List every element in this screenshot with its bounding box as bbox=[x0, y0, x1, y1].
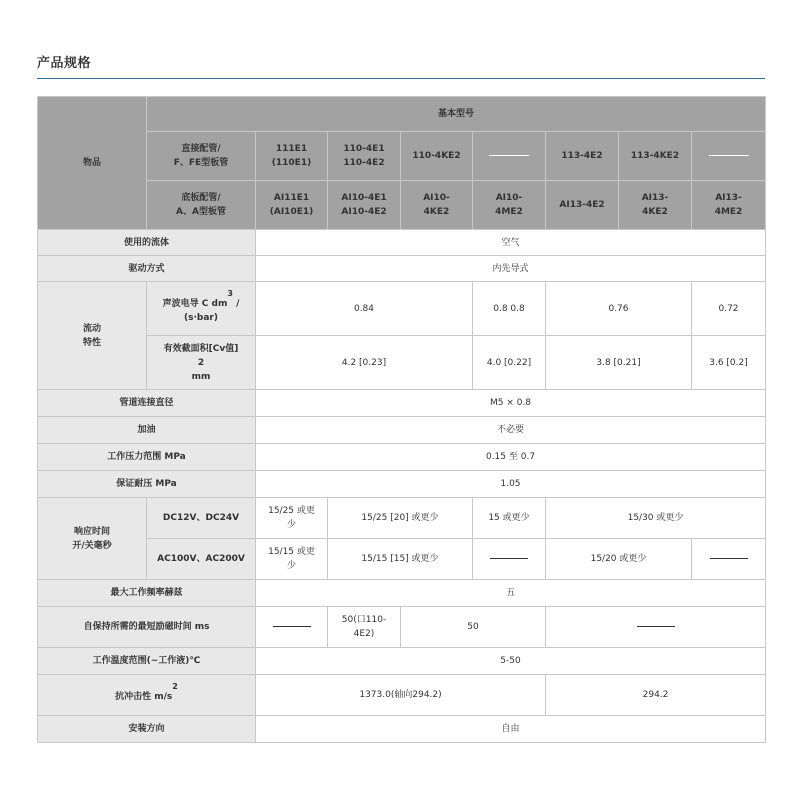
title-divider bbox=[37, 78, 765, 79]
mount-direction-value: 自由 bbox=[256, 716, 766, 743]
direct-model-4-dash bbox=[473, 132, 546, 181]
hold-time-3: 50 bbox=[401, 607, 546, 648]
direct-model-3: 110-4KE2 bbox=[401, 132, 473, 181]
item-header: 物品 bbox=[38, 97, 147, 230]
direct-model-2: 110-4E1 110-4E2 bbox=[328, 132, 401, 181]
direct-model-7-dash bbox=[692, 132, 766, 181]
hold-time-label: 自保持所需的最短励磁时间 ms bbox=[38, 607, 256, 648]
operating-temp-value: 5-50 bbox=[256, 648, 766, 675]
base-model-4: AI10- 4ME2 bbox=[473, 181, 546, 230]
flow-label: 流动 特性 bbox=[38, 282, 147, 390]
sonic-value-3: 0.76 bbox=[546, 282, 692, 336]
operating-temp-label: 工作温度范围(~工作液)℃ bbox=[38, 648, 256, 675]
mount-direction-label: 安装方向 bbox=[38, 716, 256, 743]
sonic-conductance-slash: / bbox=[236, 298, 240, 309]
dc-voltage-label: DC12V、DC24V bbox=[147, 498, 256, 539]
fluid-label: 使用的流体 bbox=[38, 230, 256, 256]
drive-value: 内先导式 bbox=[256, 256, 766, 282]
proof-pressure-value: 1.05 bbox=[256, 471, 766, 498]
section-title: 产品规格 bbox=[37, 56, 92, 71]
direct-piping-label: 直接配管/ F、FE型板管 bbox=[147, 132, 256, 181]
fluid-value: 空气 bbox=[256, 230, 766, 256]
area-value-2: 4.0 [0.22] bbox=[473, 336, 546, 390]
base-model-6: AI13- 4KE2 bbox=[619, 181, 692, 230]
pipe-size-label: 管道连接直径 bbox=[38, 390, 256, 417]
sonic-value-2: 0.8 0.8 bbox=[473, 282, 546, 336]
pressure-range-value: 0.15 至 0.7 bbox=[256, 444, 766, 471]
hold-time-2: 50(口110- 4E2) bbox=[328, 607, 401, 648]
base-model-3: AI10- 4KE2 bbox=[401, 181, 473, 230]
shock-value-2: 294.2 bbox=[546, 675, 766, 716]
dc-response-4: 15/30 或更少 bbox=[546, 498, 766, 539]
spec-table bbox=[37, 96, 766, 743]
sonic-value-4: 0.72 bbox=[692, 282, 766, 336]
drive-label: 驱动方式 bbox=[38, 256, 256, 282]
effective-area-text: 有效截面积[Cv值] bbox=[163, 343, 239, 354]
ac-response-2: 15/15 [15] 或更少 bbox=[328, 539, 473, 580]
shock-value-1: 1373.0(轴向294.2) bbox=[256, 675, 546, 716]
hold-time-4-dash bbox=[546, 607, 766, 648]
hold-time-1-dash bbox=[256, 607, 328, 648]
dc-response-1: 15/25 或更 少 bbox=[256, 498, 328, 539]
area-value-3: 3.8 [0.21] bbox=[546, 336, 692, 390]
lubrication-label: 加油 bbox=[38, 417, 256, 444]
pressure-range-label: 工作压力范围 MPa bbox=[38, 444, 256, 471]
base-piping-label: 底板配管/ A、A型板管 bbox=[147, 181, 256, 230]
shock-resistance-label bbox=[38, 675, 256, 716]
ac-response-1: 15/15 或更 少 bbox=[256, 539, 328, 580]
ac-voltage-label: AC100V、AC200V bbox=[147, 539, 256, 580]
dc-response-3: 15 或更少 bbox=[473, 498, 546, 539]
base-model-5: AI13-4E2 bbox=[546, 181, 619, 230]
response-time-label: 响应时间 开/关毫秒 bbox=[38, 498, 147, 580]
effective-area-unit: mm bbox=[191, 371, 211, 382]
sonic-conductance-exponent: 3 bbox=[227, 288, 233, 298]
max-frequency-label: 最大工作频率赫兹 bbox=[38, 580, 256, 607]
shock-resistance-text: 抗冲击性 m/s bbox=[115, 692, 173, 702]
lubrication-value: 不必要 bbox=[256, 417, 766, 444]
pipe-size-value: M5 × 0.8 bbox=[256, 390, 766, 417]
base-model-1: AI11E1 (AI10E1) bbox=[256, 181, 328, 230]
direct-model-1: 111E1 (110E1) bbox=[256, 132, 328, 181]
shock-resistance-exponent: 2 bbox=[172, 682, 178, 691]
proof-pressure-label: 保证耐压 MPa bbox=[38, 471, 256, 498]
sonic-value-1: 0.84 bbox=[256, 282, 473, 336]
area-value-4: 3.6 [0.2] bbox=[692, 336, 766, 390]
dc-response-2: 15/25 [20] 或更少 bbox=[328, 498, 473, 539]
sonic-conductance-unit: (s·bar) bbox=[184, 312, 218, 323]
sonic-conductance-label bbox=[147, 282, 256, 336]
ac-response-3-dash bbox=[473, 539, 546, 580]
effective-area-label bbox=[147, 336, 256, 390]
area-value-1: 4.2 [0.23] bbox=[256, 336, 473, 390]
ac-response-5-dash bbox=[692, 539, 766, 580]
base-model-7: AI13- 4ME2 bbox=[692, 181, 766, 230]
direct-model-6: 113-4KE2 bbox=[619, 132, 692, 181]
ac-response-4: 15/20 或更少 bbox=[546, 539, 692, 580]
basic-model-header: 基本型号 bbox=[147, 97, 766, 132]
effective-area-exponent: 2 bbox=[197, 357, 205, 368]
sonic-conductance-text: 声波电导 C dm bbox=[162, 298, 228, 309]
max-frequency-value: 五 bbox=[256, 580, 766, 607]
direct-model-5: 113-4E2 bbox=[546, 132, 619, 181]
base-model-2: AI10-4E1 AI10-4E2 bbox=[328, 181, 401, 230]
